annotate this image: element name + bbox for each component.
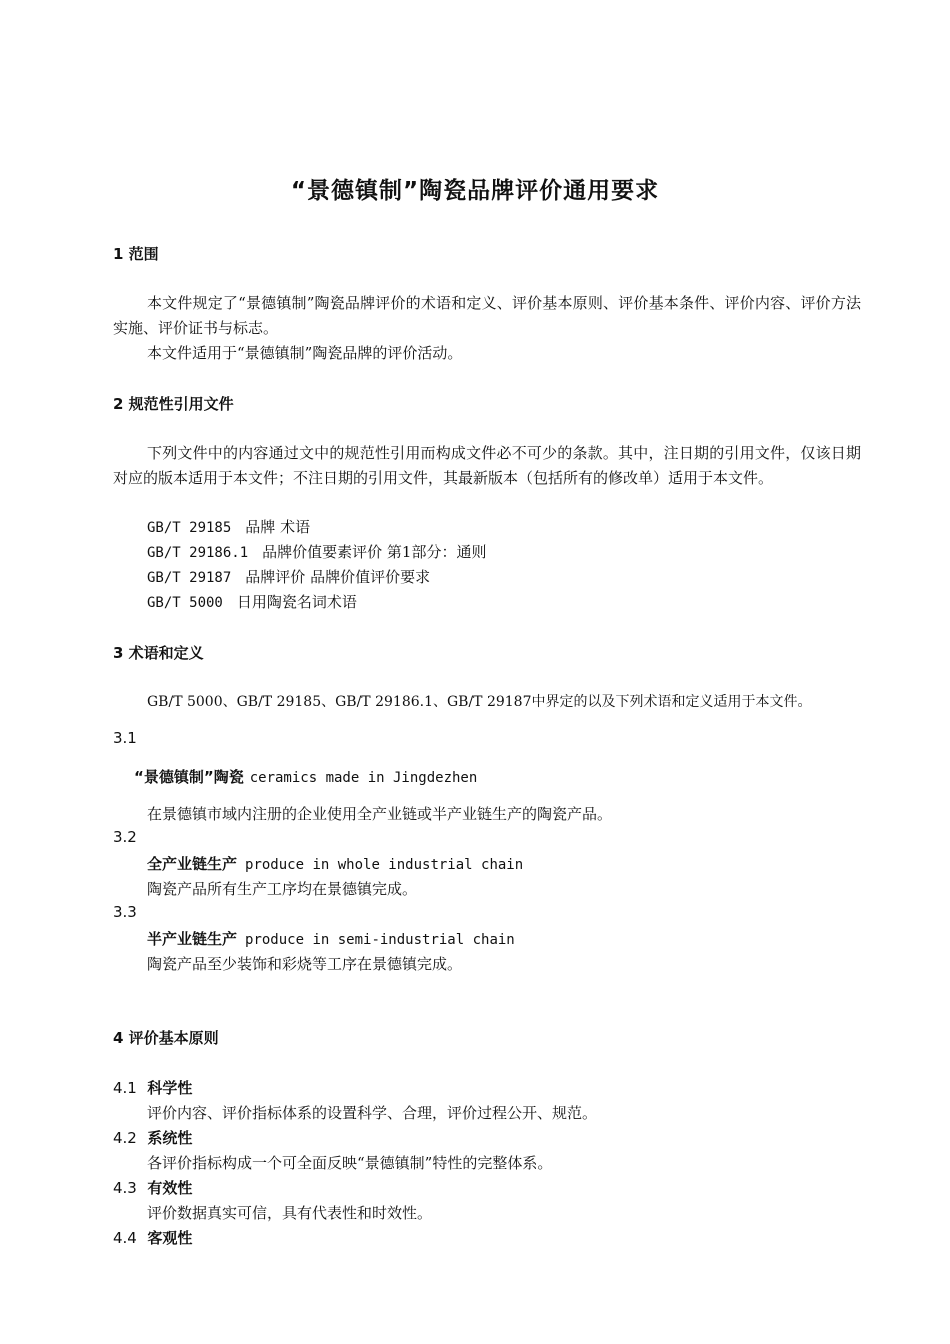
principle-heading (113, 1127, 192, 1148)
principle-description: 评价内容、评价指标体系的设置科学、合理，评价过程公开、规范。 (147, 1104, 598, 1122)
reference-item (147, 541, 486, 562)
reference-code: GB/T 29185 (147, 520, 232, 536)
reference-name: 品牌评价 品牌价值评价要求 (245, 568, 431, 586)
term-number: 3.3 (113, 903, 137, 921)
reference-name: 品牌价值要素评价 第1部分：通则 (262, 543, 487, 561)
principle-number: 4.2 (113, 1129, 137, 1147)
reference-name: 日用陶瓷名词术语 (236, 593, 357, 611)
principle-name: 有效性 (147, 1179, 193, 1197)
principle-name: 客观性 (147, 1229, 193, 1247)
principle-heading (113, 1177, 192, 1198)
section-4-heading: 4 评价基本原则 (113, 1029, 219, 1047)
section-1-paragraph-1: 本文件规定了“景德镇制”陶瓷品牌评价的术语和定义、评价基本原则、评价基本条件、评价内容、评价方法实施、评价证书与标志。 (113, 294, 861, 337)
principle-number: 4.3 (113, 1179, 137, 1197)
section-1-paragraph-2: 本文件适用于“景德镇制”陶瓷品牌的评价活动。 (147, 344, 463, 362)
term-definition: 陶瓷产品所有生产工序均在景德镇完成。 (147, 880, 418, 898)
reference-name: 品牌 术语 (245, 518, 311, 536)
term-zh: “景德镇制”陶瓷 (134, 768, 244, 786)
term-entry (147, 853, 523, 874)
document-title: “景德镇制”陶瓷品牌评价通用要求 (290, 178, 660, 204)
term-definition: 陶瓷产品至少装饰和彩烧等工序在景德镇完成。 (147, 955, 463, 973)
term-zh: 半产业链生产 (147, 930, 238, 948)
principle-description: 评价数据真实可信，具有代表性和时效性。 (147, 1204, 433, 1222)
principle-number: 4.1 (113, 1079, 137, 1097)
section-3-heading: 3 术语和定义 (113, 644, 204, 662)
term-en: ceramics made in Jingdezhen (249, 770, 478, 786)
section-1-heading: 1 范围 (113, 245, 159, 263)
reference-code: GB/T 29187 (147, 570, 232, 586)
section-2-heading: 2 规范性引用文件 (113, 395, 234, 413)
term-number: 3.2 (113, 828, 137, 846)
principle-name: 科学性 (147, 1079, 193, 1097)
term-entry (134, 766, 477, 787)
principle-number: 4.4 (113, 1229, 137, 1247)
section-3-intro: GB/T 5000、GB/T 29185、GB/T 29186.1、GB/T 29187中界定的以及下列术语和定义适用于本文件。 (147, 694, 812, 710)
reference-code: GB/T 29186.1 (147, 545, 249, 561)
term-number: 3.1 (113, 729, 137, 747)
term-definition: 在景德镇市域内注册的企业使用全产业链或半产业链生产的陶瓷产品。 (147, 805, 613, 823)
term-entry (147, 928, 515, 949)
reference-item (147, 566, 430, 587)
term-en: produce in whole industrial chain (245, 857, 524, 873)
principle-heading (113, 1077, 192, 1098)
reference-code: GB/T 5000 (147, 595, 223, 611)
principle-name: 系统性 (147, 1129, 193, 1147)
reference-item (147, 516, 310, 537)
principle-description: 各评价指标构成一个可全面反映“景德镇制”特性的完整体系。 (147, 1154, 553, 1172)
reference-item (147, 591, 357, 612)
term-en: produce in semi-industrial chain (245, 932, 515, 948)
section-2-intro: 下列文件中的内容通过文中的规范性引用而构成文件必不可少的条款。其中，注日期的引用文件，仅该日期对应的版本适用于本文件；不注日期的引用文件，其最新版本（包括所有的修改单）适用于本文件。 (113, 444, 861, 487)
principle-heading (113, 1227, 192, 1248)
term-zh: 全产业链生产 (147, 855, 238, 873)
